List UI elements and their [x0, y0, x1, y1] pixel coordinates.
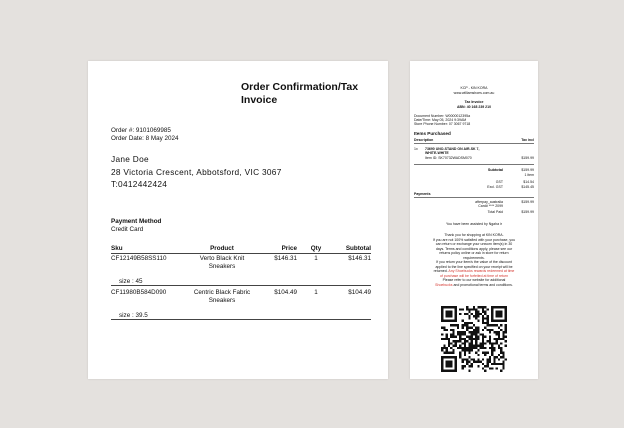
receipt-terms-text: and promotional terms and conditions. — [452, 282, 513, 287]
table-bottom-divider — [111, 319, 371, 320]
receipt-total-paid-label: Total Paid — [487, 210, 503, 214]
header-price: Price — [281, 245, 297, 252]
receipt-thanks-line: Thank you for shopping at KIN KORA. — [444, 233, 504, 237]
receipt-thanks-line: requirements. — [463, 255, 485, 260]
receipt-divider — [414, 197, 534, 198]
row-qty: 1 — [314, 289, 318, 296]
row-price: $146.31 — [274, 255, 297, 262]
receipt-item-id: Item ID: SK70732WADSM070 — [425, 156, 472, 160]
receipt-doc-title: Tax Invoice — [464, 100, 484, 104]
header-divider — [111, 253, 371, 254]
receipt-shoebucks-warning: Any Shoebucks rewards redeemed at time — [447, 269, 515, 273]
receipt-item-price: $159.99 — [521, 156, 534, 160]
customer-address-block — [111, 153, 282, 191]
receipt-subtotal-label: Subtotal — [487, 168, 503, 172]
receipt-thanks-line: If you return your item/s the value of the discount — [436, 260, 512, 264]
receipt-items-heading: Items Purchased — [414, 131, 451, 136]
invoice-title: Order Confirmation/Tax Invoice — [241, 81, 359, 106]
row-product: Verto Black Knit Sneakers — [199, 255, 245, 270]
table-header — [111, 245, 371, 253]
invoice-page — [88, 61, 388, 379]
payment-method-value: Credit Card — [111, 226, 144, 234]
qr-code — [441, 306, 507, 372]
row-divider — [111, 285, 371, 286]
receipt-col-tax: Tax incl — [521, 138, 534, 142]
receipt-date-time: Date/Time: May 05, 2024 9:39AM — [414, 118, 467, 122]
order-meta — [111, 127, 179, 143]
receipt-page — [410, 61, 538, 379]
header-sku: Sku — [111, 245, 123, 252]
row-price: $104.49 — [274, 289, 297, 296]
receipt-refer-line: Please refer to our website for additional — [442, 278, 506, 282]
payment-method-heading: Payment Method — [111, 218, 162, 225]
customer-phone: T:0412442424 — [111, 179, 168, 190]
receipt-payment-amount: $159.99 — [521, 200, 534, 204]
receipt-abn: ABN: 40 168 239 210 — [456, 105, 492, 109]
header-subtotal: Subtotal — [345, 245, 371, 252]
receipt-thanks-line: returns policy online or ask in store for return — [439, 251, 509, 255]
receipt-thanks-line: can return or exchange your unworn item(s) in 30 — [435, 242, 513, 246]
receipt-store-name: KCP - KIN KORA — [460, 86, 488, 90]
qr-code-modules — [441, 306, 507, 372]
receipt-subtotal-count: 1 item — [524, 173, 534, 177]
receipt-excl-gst-value: $145.45 — [521, 185, 534, 189]
row-sku: CF12149B58SS110 — [111, 255, 167, 262]
receipt-website: www.williamshoes.com.au — [453, 91, 495, 95]
order-items-table — [111, 245, 371, 321]
row-size: size : 39.5 — [119, 312, 148, 319]
receipt-terms-line — [410, 283, 538, 287]
receipt-payment-method: afterpay_australia — [475, 200, 503, 204]
receipt-store-phone: Store Phone Number: 07 3067 9718 — [414, 122, 471, 126]
receipt-subtotal-value: $159.99 — [521, 168, 534, 172]
row-subtotal: $104.49 — [348, 289, 371, 296]
receipt-divider — [414, 164, 534, 165]
receipt-payments-heading: Payments — [414, 192, 431, 196]
receipt-shoebucks-link: Shoebucks — [435, 282, 453, 287]
receipt-assisted-by: You have been assisted by Ngaha ir — [446, 222, 502, 226]
row-sku: CF11980B584D090 — [111, 289, 167, 296]
row-subtotal: $146.31 — [348, 255, 371, 262]
receipt-divider — [414, 143, 534, 144]
row-product: Centric Black Fabric Sneakers — [193, 289, 251, 304]
receipt-thanks-line: If you are not 100% satisfied with your purchase, you — [432, 237, 516, 242]
receipt-excl-gst-label: Excl. GST — [487, 185, 503, 189]
customer-name: Jane Doe — [111, 154, 149, 164]
receipt-gst-value: $14.54 — [523, 180, 534, 184]
customer-address: 28 Victoria Crescent, Abbotsford, VIC 3067 — [111, 166, 282, 177]
order-date: Order Date: 8 May 2024 — [111, 135, 179, 142]
payment-method-block — [111, 218, 161, 234]
receipt-item-name-line2: WHITE-WHITE — [425, 151, 449, 155]
receipt-document-number: Document Number: W0000012395a — [414, 114, 471, 118]
receipt-returned-prefix: returned. — [433, 269, 448, 273]
header-product: Product — [210, 245, 234, 252]
table-row — [111, 289, 371, 321]
receipt-shoebucks-warning-line2: of purchase will be forfeited at time of return — [439, 273, 509, 278]
receipt-card-line: Card# **** 2099 — [478, 204, 503, 208]
table-row — [111, 255, 371, 287]
receipt-total-paid-value: $159.99 — [521, 210, 534, 214]
receipt-item-qty: 1x — [414, 147, 418, 151]
header-qty: Qty — [310, 245, 322, 252]
row-size: size : 45 — [119, 278, 143, 285]
receipt-thanks-line: days. Terms and conditions apply, please see our — [435, 246, 513, 251]
order-number: Order #: 9101069985 — [111, 127, 171, 134]
receipt-gst-label: GST — [495, 180, 503, 184]
receipt-item-name-line1: 73690 UNO-STAND ON AIR-SK 7, — [425, 147, 480, 151]
receipt-col-description: Description — [414, 138, 434, 142]
receipt-thanks-line: applied to the line specified on your receipt will be — [435, 264, 513, 269]
row-qty: 1 — [314, 255, 318, 262]
